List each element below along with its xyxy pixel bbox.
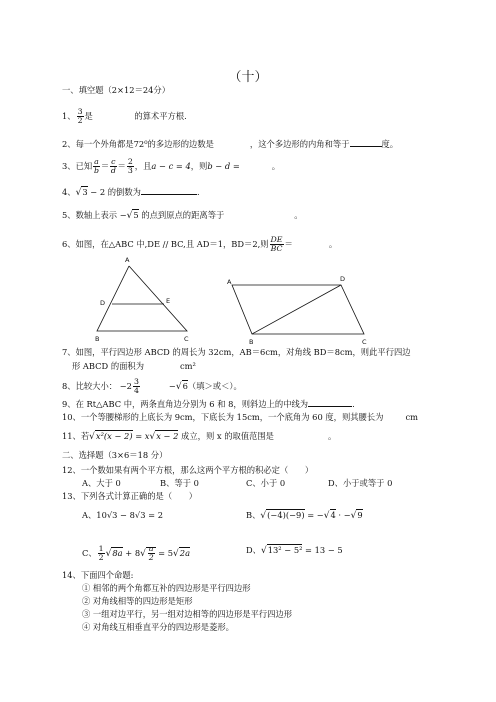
svg-text:C: C (362, 338, 367, 346)
svg-text:D: D (340, 275, 346, 283)
question-7-line2: 形 ABCD 的面积为 cm² (72, 361, 196, 371)
question-6: 6、如图，在△ABC 中,DE // BC,且 AD＝1，BD＝2,则 $\frac{DE}{BC}$ ＝ 。 (62, 235, 338, 253)
proposition-1: ① 相邻的两个角都互补的四边形是平行四边形 (82, 583, 251, 593)
question-8: 8、比较大小： −2 $\frac{3}{4}$ −√6（填＞或＜）。 (62, 377, 242, 395)
question-12: 12、一个数如果有两个平方根，那么这两个平方根的积必定（ ） (62, 465, 314, 475)
option-13-a[interactable]: A、10√3 − 8√3 = 2 (82, 510, 163, 520)
option-13-c[interactable]: C、 $\frac{1}{2}$ √8a + 8√ $\frac{a}{2}$ = 5√2a (82, 544, 191, 562)
proposition-2: ② 对角线相等的四边形是矩形 (82, 596, 193, 606)
question-4: 4、√3 − 2 的倒数为 . (62, 187, 200, 198)
question-14: 14、下面四个命题: (62, 570, 134, 580)
svg-text:A: A (227, 278, 232, 286)
option-12-d[interactable]: D、小于或等于 0 (328, 478, 393, 488)
question-1: 1、 $\frac{3}{2}$ 是 的算术平方根. (62, 107, 187, 125)
svg-text:B: B (249, 338, 254, 346)
page-title: （十） (228, 70, 268, 85)
section-choice-heading: 二、选择题（3×6＝18 分） (62, 450, 168, 460)
option-12-c[interactable]: C、小于 0 (246, 478, 286, 488)
question-9: 9、在 Rt△ABC 中，两条直角边分别为 6 和 8，则斜边上的中线为 . (62, 399, 355, 409)
svg-text:C: C (184, 335, 189, 343)
triangle-figure (95, 256, 189, 343)
proposition-3: ③ 一组对边平行，另一组对边相等的四边形是平行四边形 (82, 609, 293, 619)
question-5: 5、数轴上表示 −√5 的点到原点的距离等于 。 (62, 210, 303, 221)
svg-text:A: A (125, 256, 130, 264)
fraction-3-over-2: $\frac{3}{2}$ (77, 107, 83, 125)
question-13: 13、下列各式计算正确的是（ ） (62, 491, 198, 501)
svg-text:E: E (166, 297, 171, 305)
question-11: 11、若√x²(x − 2) = x√x − 2 成立，则 x 的取值范围是 。 (62, 431, 337, 442)
answer-blank[interactable] (308, 398, 352, 407)
option-13-d[interactable]: D、√13² − 5² = 13 − 5 (246, 545, 343, 556)
option-12-b[interactable]: B、等于 0 (160, 478, 199, 488)
question-3: 3、已知 $\frac{a}{b}$ ＝ $\frac{c}{d}$ ＝ $\frac{2}{3}$ ，且a − c = 4，则b − d = 。 (62, 157, 281, 175)
proposition-4: ④ 对角线互相垂直平分的四边形是菱形。 (82, 622, 234, 632)
question-7: 7、如图，平行四边形 ABCD 的周长为 32cm，AB＝6cm，对角线 BD＝8cm，则此平行四边 (62, 347, 411, 357)
question-10: 10、一个等腰梯形的上底长为 9cm，下底长为 15cm，一个底角为 60 度，则其腰长为 cm (62, 412, 418, 422)
option-13-b[interactable]: B、√(−4)(−9) = −√4 · −√9 (246, 510, 363, 521)
svg-text:B: B (95, 335, 100, 343)
parallelogram-figure (227, 275, 367, 346)
section-fill-heading: 一、填空题（2×12＝24分） (62, 85, 171, 95)
question-2: 2、每一个外角都是72⁰的多边形的边数是 ，这个多边形的内角和等于 度。 (62, 139, 399, 149)
svg-text:D: D (100, 299, 106, 307)
option-12-a[interactable]: A、大于 0 (82, 478, 121, 488)
